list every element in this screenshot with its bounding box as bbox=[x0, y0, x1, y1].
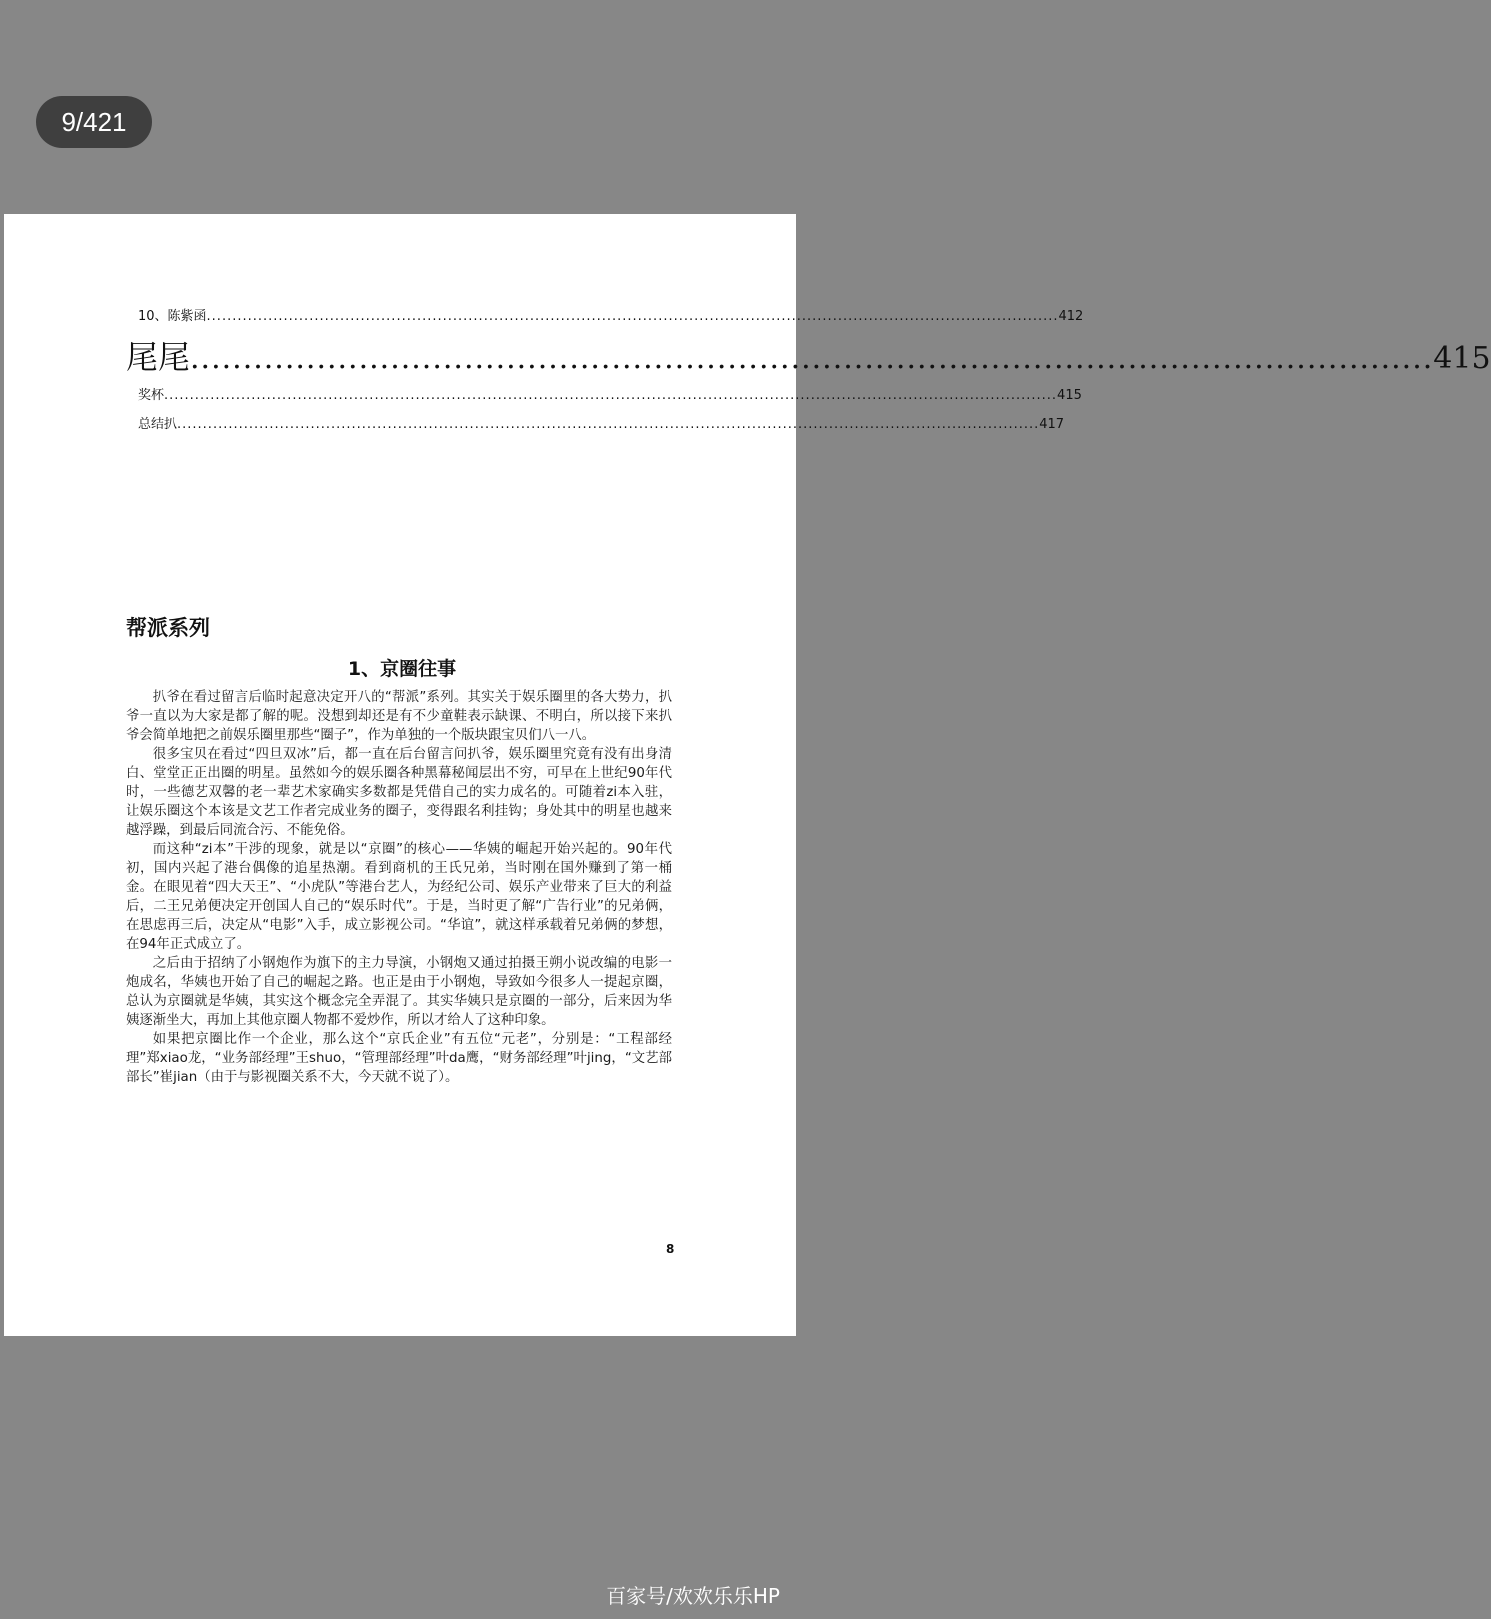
paragraph: 扒爷在看过留言后临时起意决定开八的“帮派”系列。其实关于娱乐圈里的各大势力，扒爷一直以为大家是都了解的呢。没想到却还是有不少童鞋表示缺课、不明白，所以接下来扒爷会简单地把之前娱乐圈里那些“圈子”，作为单独的一个版块跟宝贝们八一八。 bbox=[126, 690, 672, 743]
document-page bbox=[4, 214, 1491, 1336]
toc-entry-page: 412 bbox=[1058, 309, 1084, 324]
toc-entry-label: 奖杯 bbox=[138, 388, 165, 403]
toc-leader-dots: ...................................................................................................................................................................... bbox=[206, 309, 1059, 324]
toc-entry-label: 尾尾 bbox=[126, 338, 191, 376]
paragraph: 而这种“zi本”干涉的现象，就是以“京圈”的核心——华姨的崛起开始兴起的。90年代初，国内兴起了港台偶像的追星热潮。看到商机的王氏兄弟，当时刚在国外赚到了第一桶金。在眼见着“四大天王”、“小虎队”等港台艺人，为经纪公司、娱乐产业带来了巨大的利益后，二王兄弟便决定开创国人自己的“娱乐时代”。于是，当时更了解“广告行业”的兄弟俩，在思虑再三后，决定从“电影”入手，成立影视公司。“华谊”，就这样承载着兄弟俩的梦想，在94年正式成立了。 bbox=[126, 842, 672, 952]
toc-entry[interactable] bbox=[138, 384, 1082, 404]
paragraph: 之后由于招纳了小钢炮作为旗下的主力导演，小钢炮又通过拍摄王朔小说改编的电影一炮成名，华姨也开始了自己的崛起之路。也正是由于小钢炮，导致如今很多人一提起京圈，总认为京圈就是华姨，其实这个概念完全弄混了。其实华姨只是京圈的一部分，后来因为华姨逐渐坐大，再加上其他京圈人物都不爱炒作，所以才给人了这种印象。 bbox=[126, 956, 672, 1028]
toc-entry-page: 417 bbox=[1039, 417, 1065, 432]
toc-entry[interactable] bbox=[138, 305, 1084, 325]
paragraph: 如果把京圈比作一个企业，那么这个“京氏企业”有五位“元老”，分别是：“工程部经理”郑xiao龙，“业务部经理”王shuo，“管理部经理”叶da鹰，“财务部经理”叶jing，“文艺部部长”崔jian（由于与影视圈关系不大，今天就不说了）。 bbox=[126, 1032, 672, 1085]
toc-leader-dots: ...................................................................................................................... bbox=[190, 341, 1434, 376]
chapter-title: 1、京圈往事 bbox=[347, 658, 457, 680]
page-indicator: 9/421 bbox=[36, 96, 152, 148]
toc-entry-label: 总结扒 bbox=[138, 417, 178, 432]
toc-entry-major[interactable] bbox=[126, 332, 1491, 376]
body-text bbox=[126, 688, 672, 1087]
paragraph: 很多宝贝在看过“四旦双冰”后，都一直在后台留言问扒爷，娱乐圈里究竟有没有出身清白、堂堂正正出圈的明星。虽然如今的娱乐圈各种黑幕秘闻层出不穷，可早在上世纪90年代时，一些德艺双馨的老一辈艺术家确实多数都是凭借自己的实力成名的。可随着zi本入驻，让娱乐圈这个本该是文艺工作者完成业务的圈子，变得跟名利挂钩；身处其中的明星也越来越浮躁，到最后同流合污、不能免俗。 bbox=[126, 747, 672, 838]
toc-entry[interactable] bbox=[138, 413, 1065, 433]
toc-entry-label: 10、陈紫函 bbox=[138, 309, 207, 324]
section-heading: 帮派系列 bbox=[126, 616, 210, 640]
page-number: 8 bbox=[666, 1242, 675, 1256]
watermark: 百家号/欢欢乐乐HP bbox=[606, 1584, 780, 1608]
toc-leader-dots: .............................................................................................................................................................................. bbox=[164, 388, 1058, 403]
toc-entry-page: 415 bbox=[1433, 341, 1491, 376]
toc-entry-page: 415 bbox=[1057, 388, 1082, 403]
toc-leader-dots: ........................................................................................................................................................................ bbox=[177, 417, 1040, 432]
